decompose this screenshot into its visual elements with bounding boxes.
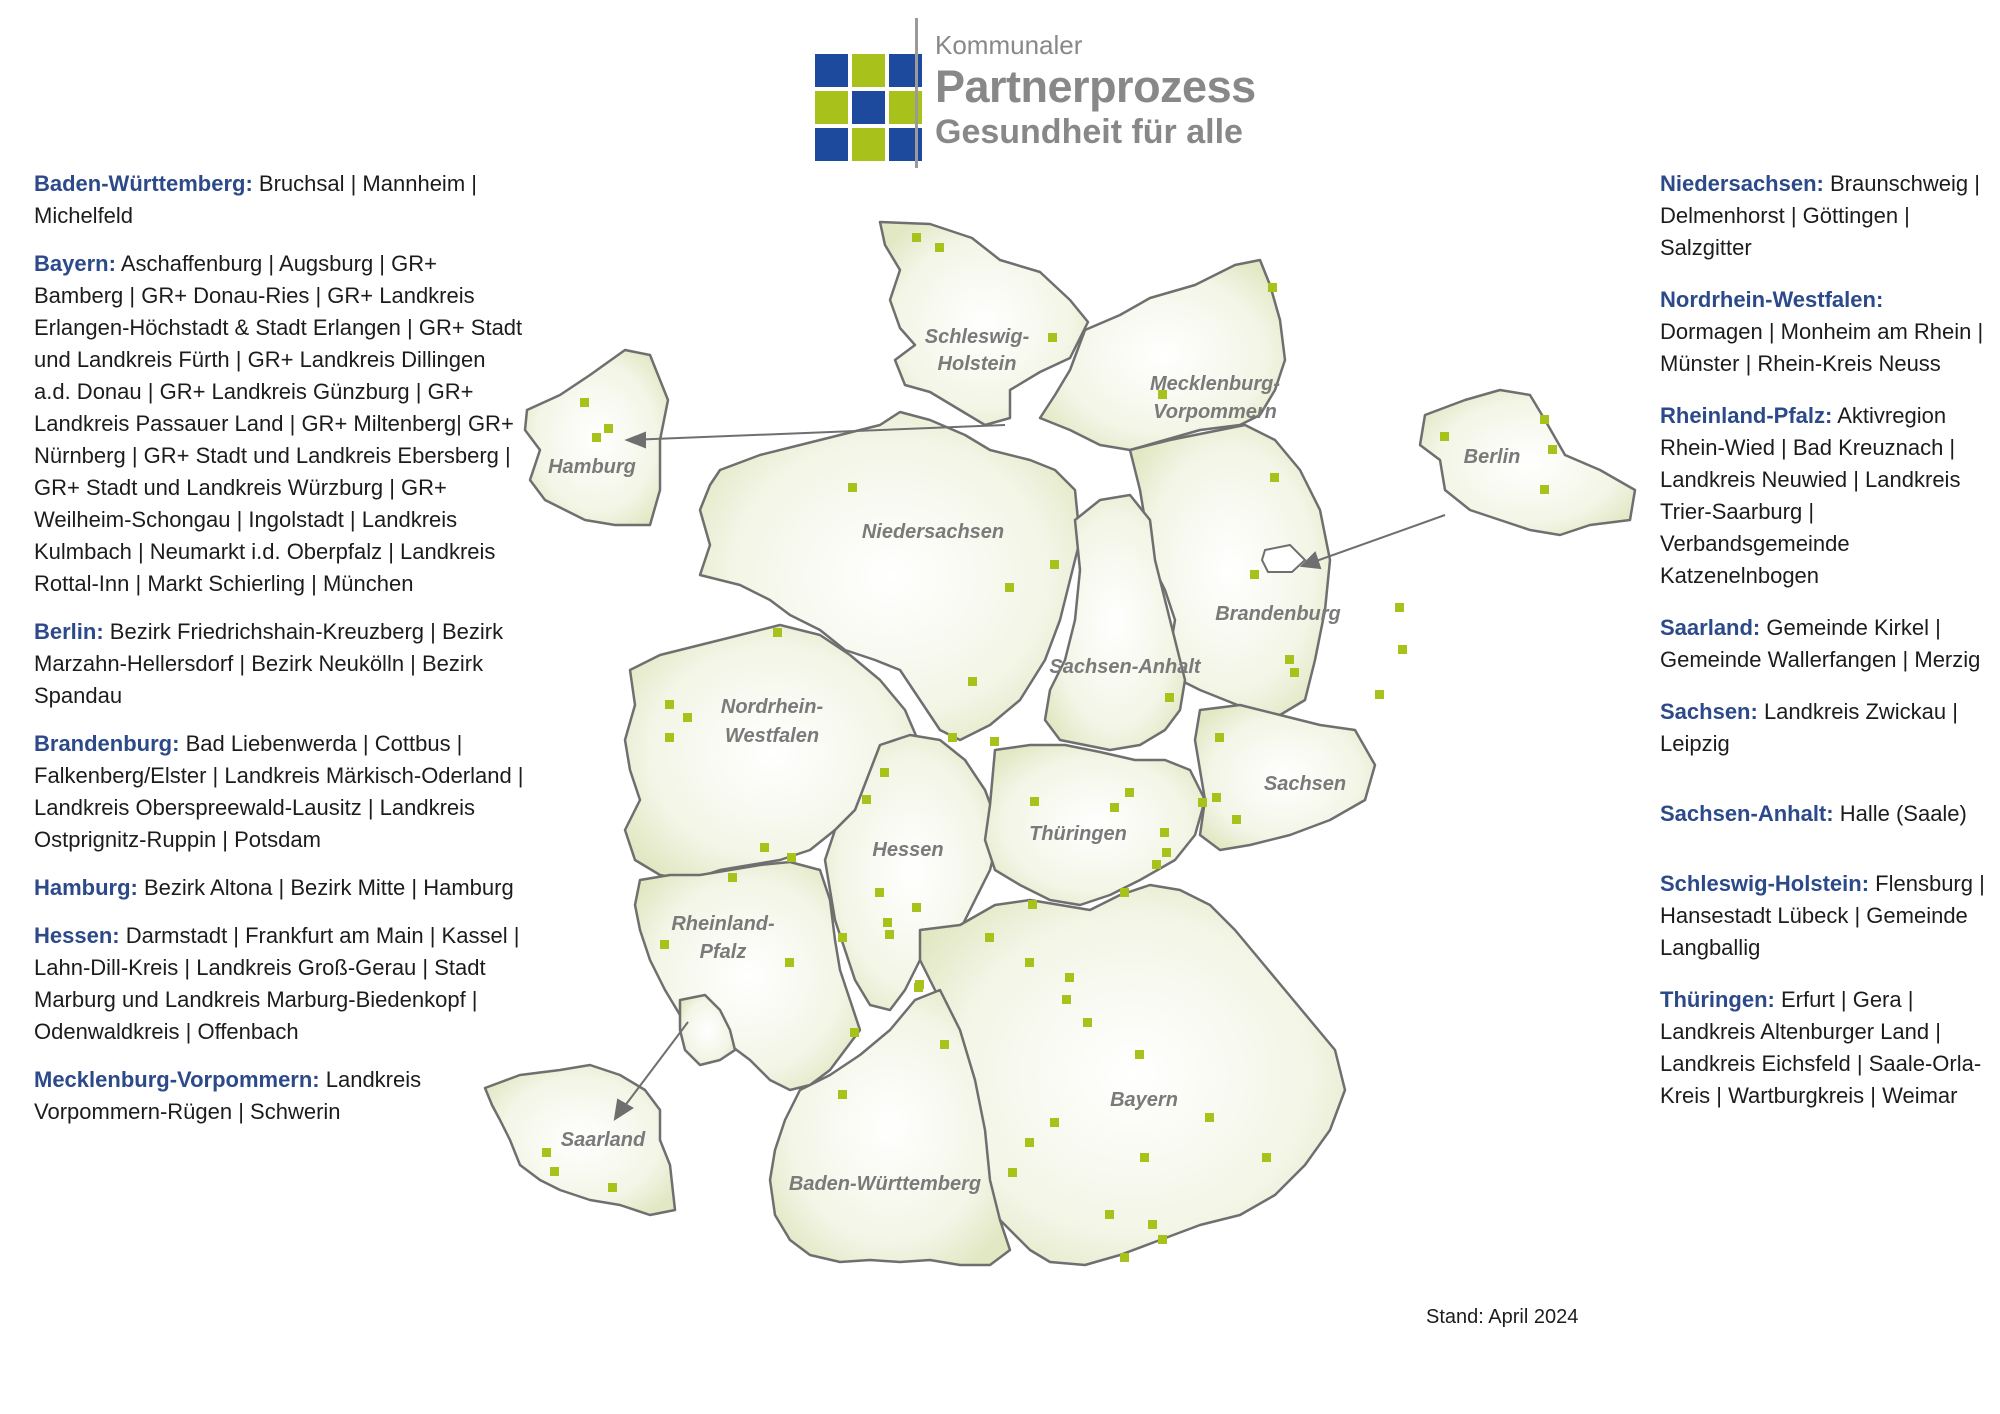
state-name: Rheinland-Pfalz: [1660, 403, 1833, 428]
label-niedersachsen: Niedersachsen [861, 521, 1005, 543]
germany-map [480, 190, 1640, 1370]
label-westfalen: Westfalen [724, 725, 820, 747]
marker [948, 733, 957, 742]
legend-entry-hamburg [34, 872, 524, 904]
marker [912, 233, 921, 242]
marker [1028, 900, 1037, 909]
marker [935, 243, 944, 252]
marker [787, 853, 796, 862]
legend-entry-berlin [34, 616, 524, 712]
label-mecklenburg: Mecklenburg- [1149, 373, 1281, 395]
marker [1110, 803, 1119, 812]
logo-tile [815, 91, 848, 124]
marker [1205, 1113, 1214, 1122]
marker [1025, 958, 1034, 967]
marker [1162, 848, 1171, 857]
logo-tile [852, 54, 885, 87]
marker [1065, 973, 1074, 982]
state-name: Thüringen: [1660, 987, 1775, 1012]
marker [1160, 828, 1169, 837]
logo-line-2: Partnerprozess [935, 61, 1256, 112]
marker [1152, 860, 1161, 869]
marker [1232, 815, 1241, 824]
marker [1165, 693, 1174, 702]
logo-tile [815, 54, 848, 87]
region-rheinland-pfalz [635, 862, 860, 1090]
marker [1048, 333, 1057, 342]
marker [604, 424, 613, 433]
stand-date: Stand: April 2024 [1426, 1306, 1579, 1328]
marker [880, 768, 889, 777]
legend-entry-mecklenburg-vorpommern [34, 1064, 524, 1128]
marker [1440, 432, 1449, 441]
legend-entry-schleswig-holstein [1660, 868, 1990, 964]
marker [1398, 645, 1407, 654]
marker [990, 737, 999, 746]
marker [1212, 793, 1221, 802]
marker [550, 1167, 559, 1176]
marker [985, 933, 994, 942]
marker [580, 398, 589, 407]
label-nordrhein: Nordrhein- [720, 696, 824, 718]
legend-entry-hessen [34, 920, 524, 1048]
legend-entry-brandenburg [34, 728, 524, 856]
marker [875, 888, 884, 897]
region-berlin-inset [1420, 390, 1635, 535]
marker [1268, 283, 1277, 292]
marker [912, 903, 921, 912]
label-bayern: Bayern [1110, 1089, 1178, 1111]
legend-entry-sachsen [1660, 696, 1990, 760]
marker [883, 918, 892, 927]
marker [608, 1183, 617, 1192]
label-saarland: Saarland [560, 1129, 646, 1151]
municipality-list: Bad Liebenwerda | Cottbus | Falkenberg/Elster | Landkreis Märkisch-Oderland | Landkreis Oberspreewald-Lausitz | Landkreis Ostprignitz-Ruppin | Potsdam [34, 731, 524, 852]
marker [592, 433, 601, 442]
label-hamburg: Hamburg [548, 456, 636, 478]
left-legend [34, 168, 524, 1128]
marker [848, 483, 857, 492]
marker [968, 677, 977, 686]
marker [773, 628, 782, 637]
label-holstein: Holstein [937, 353, 1017, 375]
municipality-list: Landkreis Zwickau | Leipzig [1660, 699, 1958, 756]
right-legend [1660, 168, 1990, 1112]
marker [940, 1040, 949, 1049]
marker [1050, 560, 1059, 569]
legend-entry-niedersachsen [1660, 168, 1990, 264]
label-berlin: Berlin [1463, 446, 1521, 468]
logo-separator [915, 18, 918, 168]
municipality-list: Bezirk Friedrichshain-Kreuzberg | Bezirk Marzahn-Hellersdorf | Bezirk Neukölln | Bezirk Spandau [34, 619, 504, 708]
marker [838, 1090, 847, 1099]
marker [1030, 797, 1039, 806]
marker [1262, 1153, 1271, 1162]
municipality-list: Braunschweig | Delmenhorst | Göttingen | Salzgitter [1660, 171, 1980, 260]
marker [1198, 798, 1207, 807]
municipality-list: Flensburg | Hansestadt Lübeck | Gemeinde Langballig [1660, 871, 1985, 960]
state-name: Hamburg: [34, 875, 138, 900]
label-schleswig: Schleswig- [924, 326, 1030, 348]
marker [1062, 995, 1071, 1004]
marker [660, 940, 669, 949]
label-baden-wuerttemberg: Baden-Württemberg [788, 1173, 982, 1195]
marker [1120, 1253, 1129, 1262]
marker [914, 983, 923, 992]
marker [862, 795, 871, 804]
marker [1285, 655, 1294, 664]
marker [542, 1148, 551, 1157]
label-brandenburg: Brandenburg [1215, 603, 1341, 625]
marker [665, 700, 674, 709]
marker [1105, 1210, 1114, 1219]
marker [1548, 445, 1557, 454]
marker [785, 958, 794, 967]
marker [838, 933, 847, 942]
municipality-list: Landkreis Vorpommern-Rügen | Schwerin [34, 1067, 422, 1124]
legend-entry-thueringen [1660, 984, 1990, 1112]
municipality-list: Aschaffenburg | Augsburg | GR+ Bamberg | GR+ Donau-Ries | GR+ Landkreis Erlangen-Höchstadt & Stadt Erlangen | GR+ Stadt und Landkreis Fürth | GR+ Landkreis Dillingen a.d. Donau | GR+ Landkreis Günzburg | GR+ Landkreis Passauer Land | GR+ Miltenberg| GR+ Nürnberg | GR+ Stadt und Landkreis Ebersberg | GR+ Stadt und Landkreis Würzburg | GR+ Weilheim-Schongau | Ingolstadt | Landkreis Kulmbach | Neumarkt i.d. Oberpfalz | Landkreis Rottal-Inn | Markt Schierling | München [34, 251, 523, 596]
municipality-list: Dormagen | Monheim am Rhein | Münster | Rhein-Kreis Neuss [1660, 319, 1984, 376]
state-name: Saarland: [1660, 615, 1761, 640]
marker [1140, 1153, 1149, 1162]
marker [1395, 603, 1404, 612]
marker [885, 930, 894, 939]
logo-tile [852, 128, 885, 161]
municipality-list: Gemeinde Kirkel | Gemeinde Wallerfangen | Merzig [1660, 615, 1981, 672]
label-pfalz: Pfalz [699, 941, 747, 963]
marker [850, 1028, 859, 1037]
logo-wordmark [935, 32, 1256, 149]
municipality-list: Bruchsal | Mannheim | Michelfeld [34, 171, 477, 228]
state-name: Berlin: [34, 619, 104, 644]
state-name: Schleswig-Holstein: [1660, 871, 1870, 896]
logo-tile [852, 91, 885, 124]
legend-entry-rheinland-pfalz [1660, 400, 1990, 592]
label-sachsen: Sachsen [1263, 773, 1347, 795]
marker [1125, 788, 1134, 797]
marker [1148, 1220, 1157, 1229]
municipality-list: Bezirk Altona | Bezirk Mitte | Hamburg [137, 875, 514, 900]
marker [728, 873, 737, 882]
marker [1025, 1138, 1034, 1147]
marker [1050, 1118, 1059, 1127]
logo [815, 18, 1255, 168]
state-name: Bayern: [34, 251, 116, 276]
marker [760, 843, 769, 852]
state-name: Nordrhein-Westfalen: [1660, 287, 1884, 312]
state-name: Sachsen-Anhalt: [1660, 801, 1834, 826]
marker [665, 733, 674, 742]
legend-entry-saarland [1660, 612, 1990, 676]
logo-line-3: Gesundheit für alle [935, 113, 1243, 151]
logo-tile [815, 128, 848, 161]
label-rheinland: Rheinland- [671, 913, 775, 935]
state-name: Brandenburg: [34, 731, 180, 756]
state-name: Sachsen: [1660, 699, 1758, 724]
legend-entry-bayern [34, 248, 524, 600]
label-vorpommern: Vorpommern [1153, 401, 1277, 423]
marker [1375, 690, 1384, 699]
marker [1215, 733, 1224, 742]
marker [1540, 415, 1549, 424]
label-hessen: Hessen [872, 839, 944, 861]
municipality-list: Halle (Saale) [1833, 801, 1967, 826]
marker [1135, 1050, 1144, 1059]
marker [1083, 1018, 1092, 1027]
marker [1540, 485, 1549, 494]
legend-entry-baden-wuerttemberg [34, 168, 524, 232]
municipality-list: Aktivregion Rhein-Wied | Bad Kreuznach | Landkreis Neuwied | Landkreis Trier-Saarburg | Verbandsgemeinde Katzenelnbogen [1660, 403, 1961, 588]
state-name: Niedersachsen: [1660, 171, 1824, 196]
marker [1005, 583, 1014, 592]
marker [683, 713, 692, 722]
state-name: Mecklenburg-Vorpommern: [34, 1067, 320, 1092]
marker [1008, 1168, 1017, 1177]
marker [1158, 1235, 1167, 1244]
state-name: Hessen: [34, 923, 120, 948]
legend-entry-sachsen-anhalt [1660, 798, 1990, 830]
marker [1120, 888, 1129, 897]
label-sachsen-anhalt: Sachsen-Anhalt [1049, 656, 1201, 678]
marker [1290, 668, 1299, 677]
municipality-list: Darmstadt | Frankfurt am Main | Kassel | Lahn-Dill-Kreis | Landkreis Groß-Gerau | Stadt Marburg und Landkreis Marburg-Biedenkopf | Odenwaldkreis | Offenbach [34, 923, 520, 1044]
legend-entry-nordrhein-westfalen [1660, 284, 1990, 380]
municipality-list: Erfurt | Gera | Landkreis Altenburger Land | Landkreis Eichsfeld | Saale-Orla-Kreis | Wartburgkreis | Weimar [1660, 987, 1982, 1108]
logo-line-1: Kommunaler [935, 30, 1083, 60]
logo-mark [815, 54, 923, 162]
state-name: Baden-Württemberg: [34, 171, 253, 196]
marker [1270, 473, 1279, 482]
marker [1250, 570, 1259, 579]
label-thueringen: Thüringen [1029, 823, 1127, 845]
